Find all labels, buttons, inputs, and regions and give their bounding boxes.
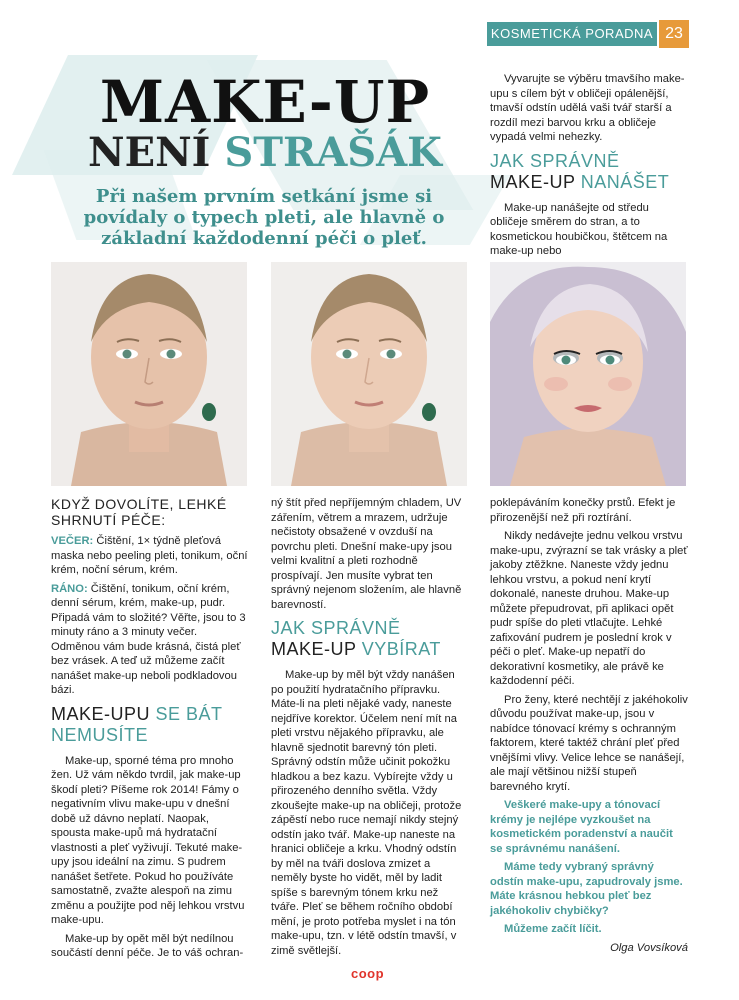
paragraph: Vyvarujte se výběru tmavšího make-upu s cílem být v obličeji opálenější, tmavší odstín udělá vaši tvář starší a rozdíl mezi barvou krku a obličeje vypadá velmi nehezky.: [490, 73, 685, 143]
highlight-paragraph: Můžeme začít líčit.: [504, 923, 602, 935]
paragraph: Make-up, sporné téma pro mnoho žen. Už vám někdo tvrdil, jak make-up škodí pleti? Píšeme rok 2014! Fámy o negativním vlivu make-upu v dnešní době už dávno neplatí. Naopak, spousta make-upů má hydratační vlastnosti a pleť vyživují. Tekuté make-upy jsou ideální na zimu. S pudrem nanášet šetřete. Pokud ho používáte samostatně, zvažte alespoň na zimu změnu a použijte pod něj lehkou vrstvu make-upu.: [51, 754, 245, 926]
paragraph: Make-up nanášejte od středu obličeje směrem do stran, a to kosmetickou houbičkou, štětcem na make-up nebo: [490, 201, 668, 257]
column-3-top: [490, 72, 688, 263]
paragraph: Make-up by opět měl být nedílnou součástí denní péče. Je to váš ochran-: [51, 932, 244, 959]
heading-makeupu: MAKE-UPU: [51, 703, 151, 724]
title-word-strasak: STRAŠÁK: [224, 129, 442, 176]
heading-vybirat: VYBÍRAT: [361, 639, 441, 659]
heading-se-bat: SE BÁT NEMUSÍTE: [51, 703, 223, 745]
paragraph: Nikdy nedávejte jednu velkou vrstvu make-upu, zvýrazní se tak vrásky a pleť jakoby ztěžkne. Naneste vždy jednu lehkou vrstvu, a pokud není krytí dokonalé, naneste druhou. Make-up můžete přepudrovat, při aplikaci opět pudr spíše do pleti vtlačujte. Lehké zafixování pudrem je poslední krok v péči o pleť. Make-up nepatří do dekorativní kosmetiky, ale právě ke každodenní péči.: [490, 530, 688, 687]
morning-label: RÁNO:: [51, 582, 88, 595]
evening-text: Čištění, 1× týdně pleťová maska nebo peeling pleti, tonikum, oční krém, noční sérum, krém.: [51, 535, 248, 576]
heading-nanaset: NANÁŠET: [580, 171, 670, 192]
title-word-neni: NENÍ: [88, 129, 211, 176]
paragraph: Pro ženy, které nechtějí z jakéhokoliv důvodu používat make-up, jsou v nabídce tónovací krémy s ochranným faktorem, které taktéž chrání pleť před vnějšími vlivy. Velice lehce se nanášejí, ale mají většinou nižší stupeň barevného krytí.: [490, 693, 688, 793]
section-heading-vybirat: [271, 618, 469, 660]
evening-routine: [51, 534, 249, 578]
photo-before: [51, 262, 247, 486]
heading-makeup: MAKE-UP: [271, 639, 357, 659]
paragraph: ný štít před nepříjemným chladem, UV zářením, větrem a mrazem, udržuje nečistoty obsažené v ovzduší na povrchu pleti. Dnešní make-upy jsou velmi kvalitní a pleti rozhodně prospívají. Jen musíte vybrat ten správný nejenom složením, ale hlavně barevností.: [271, 497, 462, 611]
highlight-paragraph: Máme tedy vybraný správný odstín make-upu, zapudrovaly jsme. Máte krásnou hebkou pleť bez jakéhokoliv chybičky?: [490, 861, 683, 917]
coop-logo: coop: [351, 966, 385, 981]
evening-label: VEČER:: [51, 535, 94, 547]
section-heading-nanaset: [490, 151, 688, 193]
highlight-paragraph: Veškeré make-upy a tónovací krémy je nejlépe vyzkoušet na kosmetickém poradenství a naučit se správnému nanášení.: [490, 799, 673, 855]
heading-makeup: MAKE-UP: [490, 171, 576, 192]
article-title-line2: [70, 128, 460, 178]
photo-full-makeup: [490, 262, 686, 486]
section-tab: KOSMETICKÁ PORADNA: [487, 22, 657, 46]
care-summary-heading: KDYŽ DOVOLÍTE, LEHKÉ SHRNUTÍ PÉČE:: [51, 496, 227, 528]
morning-routine: [51, 582, 249, 698]
morning-text: Čištění, tonikum, oční krém, denní sérum, krém, make-up, pudr. Připadá vám to složité? Věřte, jsou to 3 minuty ráno a 3 minuty večer. Odměnou vám bude krásná, čistá pleť bez vrásek. A teď už můžeme začít nanášet make-up neboli podkladovou bázi.: [51, 582, 246, 696]
section-heading-nemusite: [51, 704, 249, 746]
photo-after-base: [271, 262, 467, 486]
paragraph: Make-up by měl být vždy nanášen po použití hydratačního přípravku. Máte-li na pleti nějaké vady, naneste nejdříve korektor. Účelem není mít na pleti vrstvu nějakého přípravku, ale hlavně sjednotit barevný tón pleti. Správný odstín může učinit pokožku hladkou a bez kazu. Vybírejte vždy u přirozeného denního světla. Vždy zkoušejte make-up na obličeji, protože zápěstí nebo ruce nemají nikdy stejný odstín jako tvář. Make-up naneste na hranici obličeje a krku. Vhodný odstín by měl na tváři doslova zmizet a neměly byste ho vidět, měl by ladit spíše s barevným tónem krku než tváře. Pleť se během ročního období mění, je proto potřeba myslet i na tón make-upu, tzn. v létě odstín tmavší, v zimě světlejší.: [271, 669, 462, 957]
heading-jak-spravne: JAK SPRÁVNĚ: [271, 618, 401, 638]
column-2: [271, 496, 469, 962]
column-3-bottom: [490, 496, 688, 955]
article-title-line1: MAKE-UP: [99, 68, 431, 136]
page-number: 23: [659, 20, 689, 48]
heading-jak-spravne: JAK SPRÁVNĚ: [490, 150, 620, 171]
column-1: [51, 496, 249, 965]
paragraph: poklepáváním konečky prstů. Efekt je přirozenější než při roztírání.: [490, 497, 676, 524]
author-name: Olga Vovsíková: [610, 941, 688, 954]
article-lead: Při našem prvním setkání jsme si povídaly o typech pleti, ale hlavně o základní každodenní péči o pleť.: [83, 186, 445, 249]
